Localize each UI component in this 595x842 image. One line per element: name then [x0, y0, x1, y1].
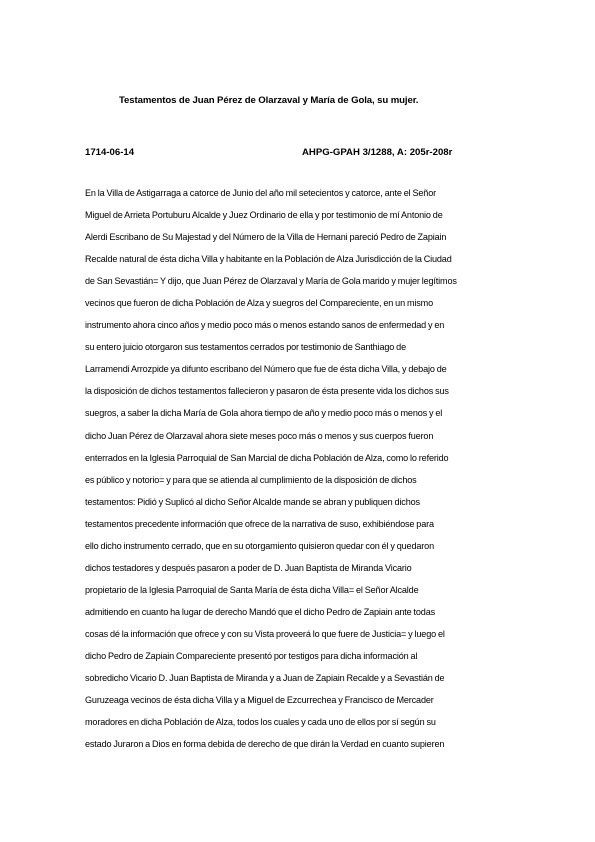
- archive-reference: AHPG-GPAH 3/1288, A: 205r-208r: [302, 147, 453, 158]
- body-line: En la Villa de Astigarraga a catorce de Junio del año mil setecientos y catorce, ante el Señor: [85, 188, 436, 198]
- body-line: dicho Juan Pérez de Olarzaval ahora siete meses poco más o menos y sus cuerpos fueron: [85, 430, 434, 441]
- body-line: Alerdi Escribano de Su Majestad y del Número de la Villa de Hernani pareció Pedro de Zapiain: [85, 232, 447, 243]
- document-date: 1714-06-14: [85, 147, 135, 158]
- body-line: moradores en dicha Población de Alza, todos los cuales y cada uno de ellos por sí según su: [85, 717, 436, 728]
- body-line: Recalde natural de ésta dicha Villa y habitante en la Población de Alza Jurisdicción de la Ciudad: [85, 254, 452, 265]
- body-line: admitiendo en cuanto ha lugar de derecho Mandó que el dicho Pedro de Zapiain ante todas: [85, 606, 436, 617]
- body-line: su entero juicio otorgaron sus testamentos cerrados por testimonio de Santhiago de: [85, 342, 406, 353]
- body-line: dichos testadores y después pasaron a poder de D. Juan Baptista de Miranda Vicario: [85, 562, 412, 573]
- body-line: suegros, a saber la dicha María de Gola ahora tiempo de año y medio poco más o menos y el: [85, 408, 443, 419]
- body-line: ello dicho instrumento cerrado, que en su otorgamiento quisieron quedar con él y quedaron: [85, 540, 434, 551]
- body-line: Miguel de Arrieta Portuburu Alcalde y Juez Ordinario de ella y por testimonio de mí Antonio de: [85, 210, 443, 221]
- body-line: testamentos precedente información que ofrece de la narrativa de suso, exhibiéndose para: [85, 518, 434, 529]
- body-line: es público y notorio= y para que se atienda al cumplimiento de la disposición de dichos: [85, 474, 417, 485]
- body-line: de San Sevastián= Y dijo, que Juan Pérez de Olarzaval y María de Gola marido y mujer legítimos: [85, 276, 457, 287]
- document-body: [85, 186, 515, 759]
- body-line: dicho Pedro de Zapiain Compareciente presentó por testigos para dicha información al: [85, 650, 418, 661]
- body-line: enterrados en la Iglesia Parroquial de San Marcial de dicha Población de Alza, como lo referido: [85, 452, 449, 463]
- body-line: Guruzeaga vecinos de ésta dicha Villa y a Miguel de Ezcurrechea y Francisco de Mercader: [85, 695, 434, 706]
- body-line: instrumento ahora cinco años y medio poco más o menos estando sanos de enfermedad y en: [85, 320, 445, 331]
- body-line: la disposición de dichos testamentos fallecieron y pasaron de ésta presente vida los dichos sus: [85, 386, 449, 397]
- body-line: estado Juraron a Dios en forma debida de derecho de que dirán la Verdad en cuanto supieren: [85, 739, 445, 750]
- body-line: testamentos: Pidió y Suplicó al dicho Señor Alcalde mande se abran y publiquen dichos: [85, 496, 420, 507]
- body-line: vecinos que fueron de dicha Población de Alza y suegros del Compareciente, en un mismo: [85, 298, 433, 309]
- body-line: Larramendi Arrozpide ya difunto escribano del Número que fue de ésta dicha Villa, y debajo de: [85, 364, 447, 375]
- document-title: Testamentos de Juan Pérez de Olarzaval y María de Gola, su mujer.: [119, 95, 419, 106]
- body-line: propietario de la Iglesia Parroquial de Santa María de ésta dicha Villa= el Señor Alcalde: [85, 584, 419, 595]
- body-line: sobredicho Vicario D. Juan Baptista de Miranda y a Juan de Zapiain Recalde y a Sevastián de: [85, 673, 445, 684]
- body-line: cosas dé la información que ofrece y con su Vista proveerá lo que fuere de Justicia= y luego el: [85, 628, 445, 639]
